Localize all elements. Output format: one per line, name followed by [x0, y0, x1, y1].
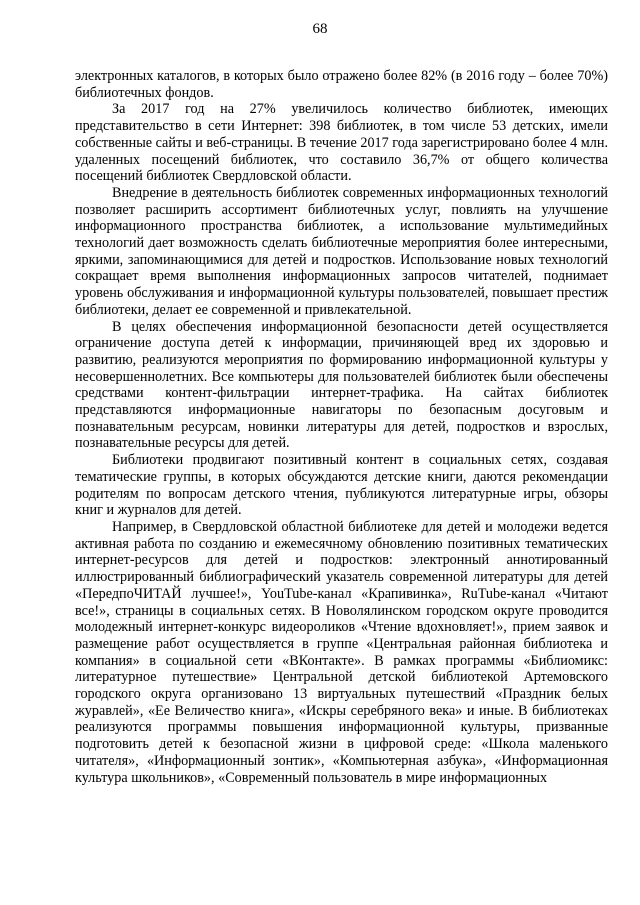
page-number: 68	[312, 21, 328, 37]
paragraph: В целях обеспечения информационной безопасности детей осуществляется ограничение доступа детей к информации, причиняющей вред их здоровью и развитию, реализуются мероприятия по формированию информационной культуры у несовершеннолетних. Все компьютеры для пользователей библиотек были обеспечены средствами контент-фильтрации интернет-трафика. На сайтах библиотек представляются информационные навигаторы по безопасным досуговым и познавательным ресурсам, новинки литературы для детей, подростков и взрослых, познавательные ресурсы для детей.	[75, 318, 608, 452]
paragraph: электронных каталогов, в которых было отражено более 82% (в 2016 году – более 70%) библиотечных фондов.	[75, 68, 608, 101]
paragraph: Внедрение в деятельность библиотек современных информационных технологий позволяет расширить ассортимент библиотечных услуг, повлиять на улучшение информационного пространства библиотек, а использование мультимедийных технологий дает возможность сделать библиотечные мероприятия более интересными, яркими, запоминающимися для детей и подростков. Использование новых технологий сокращает время выполнения информационных запросов читателей, поднимает уровень обслуживания и информационной культуры пользователей, повышает престиж библиотеки, делает ее современной и привлекательной.	[75, 184, 608, 318]
paragraph: Библиотеки продвигают позитивный контент в социальных сетях, создавая тематические группы, в которых обсуждаются детские книги, даются рекомендации родителям по вопросам детского чтения, публикуются литературные игры, обзоры книг и журналов для детей.	[75, 452, 608, 519]
body-text	[75, 68, 608, 786]
paragraph: Например, в Свердловской областной библиотеке для детей и молодежи ведется активная работа по созданию и ежемесячному обновлению позитивных тематических интернет-ресурсов для детей и подростков: электронный аннотированный иллюстрированный библиографический указатель современной литературы для детей «ПередпоЧИТАЙ лучшее!», YouTube-канал «Крапивинка», RuTube-канал «Читают все!», страницы в социальных сетях. В Новолялинском городском округе проводится молодежный интернет-конкурс видеороликов «Чтение вдохновляет!», прием заявок и размещение работ осуществляется в группе «Центральная районная библиотека и компания» в социальной сети «ВКонтакте». В рамках программы «Библиомикс: литературное путешествие» Центральной детской библиотекой Артемовского городского округа организовано 13 виртуальных путешествий «Праздник белых журавлей», «Ее Величество книга», «Искры серебряного века» и иные. В библиотеках реализуются программы повышения информационной культуры, призванные подготовить детей к безопасной жизни в цифровой среде: «Школа маленького читателя», «Информационный зонтик», «Компьютерная азбука», «Информационная культура школьников», «Современный пользователь в мире информационных	[75, 518, 608, 786]
paragraph: За 2017 год на 27% увеличилось количество библиотек, имеющих представительство в сети Интернет: 398 библиотек, в том числе 53 детских, имели собственные сайты и веб-страницы. В течение 2017 года зарегистрировано более 4 млн. удаленных посещений библиотек, что составило 36,7% от общего количества посещений библиотек Свердловской области.	[75, 101, 608, 185]
